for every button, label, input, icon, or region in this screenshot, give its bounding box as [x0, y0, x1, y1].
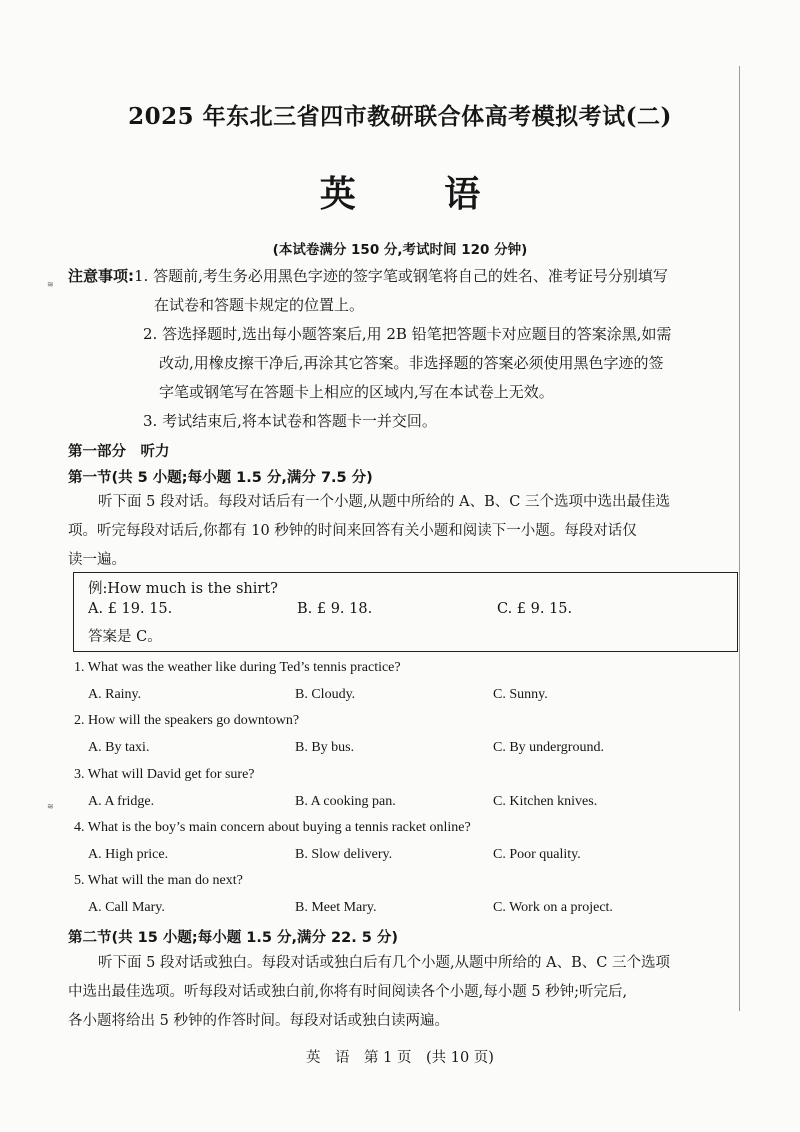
option-a: A. High price.	[88, 847, 169, 862]
note-item-3: 3. 考试结束后,将本试卷和答题卡一并交回。	[143, 412, 437, 430]
note-item-2-cont: 字笔或钢笔写在答题卡上相应的区域内,写在本试卷上无效。	[159, 383, 554, 401]
exam-notes	[68, 262, 738, 436]
option-a: A. Call Mary.	[88, 900, 165, 915]
option-c: C. Sunny.	[493, 687, 548, 702]
question-text: 1. What was the weather like during Ted’s tennis practice?	[74, 660, 401, 675]
margin-mark: ≋	[47, 802, 54, 811]
section1-instructions: 听下面 5 段对话。每段对话后有一个小题,从题中所给的 A、B、C 三个选项中选出最佳选 项。听完每段对话后,你都有 10 秒钟的时间来回答有关小题和阅读下一小题。每段对话仅 读一遍。	[68, 494, 670, 568]
notes-label: 注意事项:	[68, 267, 134, 285]
question-text: 3. What will David get for sure?	[74, 767, 255, 782]
option-c: C. Kitchen knives.	[493, 794, 598, 809]
option-c: C. Poor quality.	[493, 847, 581, 862]
option-b: B. Meet Mary.	[295, 900, 377, 915]
option-c: C. Work on a project.	[493, 900, 613, 915]
section1-title: 第一节(共 5 小题;每小题 1.5 分,满分 7.5 分)	[68, 470, 373, 486]
note-item-1-cont: 在试卷和答题卡规定的位置上。	[154, 296, 365, 314]
question-text: 4. What is the boy’s main concern about buying a tennis racket online?	[74, 820, 471, 835]
subject-title: 英 语	[319, 174, 519, 215]
question-text: 2. How will the speakers go downtown?	[74, 713, 300, 728]
option-b: B. By bus.	[295, 740, 355, 755]
section2-title: 第二节(共 15 小题;每小题 1.5 分,满分 22. 5 分)	[68, 930, 399, 946]
example-answer: 答案是 C。	[88, 629, 162, 645]
example-box	[73, 572, 738, 652]
note-item-2: 2. 答选择题时,选出每小题答案后,用 2B 铅笔把答题卡对应题目的答案涂黑,如需	[143, 325, 672, 343]
example-option-b: B. £ 9. 18.	[297, 601, 373, 617]
example-question: 例:How much is the shirt?	[88, 581, 278, 597]
note-item-1: 注意事项:1. 答题前,考生务必用黑色字迹的签字笔或钢笔将自己的姓名、准考证号分别填写	[68, 267, 668, 285]
option-a: A. A fridge.	[88, 794, 155, 809]
option-b: B. Slow delivery.	[295, 847, 393, 862]
note-item-2-cont: 改动,用橡皮擦干净后,再涂其它答案。非选择题的答案必须使用黑色字迹的签	[159, 354, 664, 372]
example-option-c: C. £ 9. 15.	[497, 601, 573, 617]
example-option-a: A. £ 19. 15.	[88, 601, 173, 617]
option-c: C. By underground.	[493, 740, 604, 755]
exam-info: (本试卷满分 150 分,考试时间 120 分钟)	[272, 242, 528, 258]
option-a: A. By taxi.	[88, 740, 150, 755]
exam-title: 2025 年东北三省四市教研联合体高考模拟考试(二)	[128, 103, 672, 130]
section2-instructions: 听下面 5 段对话或独白。每段对话或独白后有几个小题,从题中所给的 A、B、C 三个选项 中选出最佳选项。听每段对话或独白前,你将有时间阅读各个小题,每小题 5 秒钟;听完后, 各小题将给出 5 秒钟的作答时间。每段对话或独白读两遍。	[68, 955, 670, 1029]
option-a: A. Rainy.	[88, 687, 142, 702]
option-b: B. A cooking pan.	[295, 794, 396, 809]
page-footer: 英 语 第 1 页 (共 10 页)	[306, 1050, 494, 1066]
question-text: 5. What will the man do next?	[74, 873, 243, 888]
margin-mark: ≋	[47, 280, 54, 289]
part1-title: 第一部分 听力	[68, 444, 170, 460]
option-b: B. Cloudy.	[295, 687, 356, 702]
